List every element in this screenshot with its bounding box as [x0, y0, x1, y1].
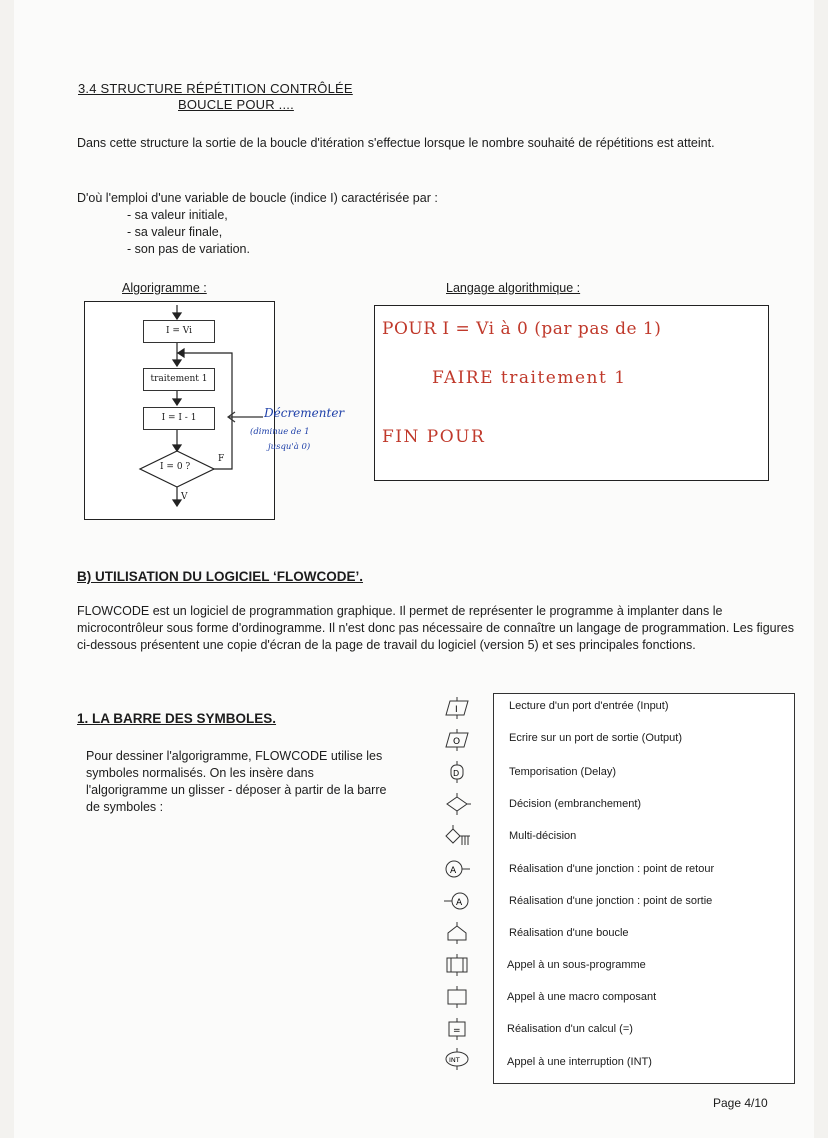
calculation-icon	[443, 1018, 471, 1040]
svg-text:D: D	[453, 769, 460, 778]
algorigramme-label: Algorigramme :	[122, 281, 207, 295]
symbol-label-loop: Réalisation d'une boucle	[509, 927, 629, 939]
false-label: F	[218, 454, 225, 464]
section-title: 3.4 STRUCTURE RÉPÉTITION CONTRÔLÉE	[78, 81, 353, 96]
svg-text:INT: INT	[449, 1056, 460, 1064]
bullet-step: - son pas de variation.	[127, 242, 250, 256]
annotation-diminue: (diminue de 1	[250, 427, 310, 437]
bullet-final: - sa valeur finale,	[127, 225, 223, 239]
symbol-label-macro: Appel à une macro composant	[507, 991, 657, 1003]
true-label: V	[181, 492, 188, 502]
pseudocode-line-faire: FAIRE traitement 1	[432, 368, 627, 388]
decision-icon	[443, 793, 471, 815]
subprogram-icon	[443, 954, 471, 976]
section-b-paragraph: FLOWCODE est un logiciel de programmation graphique. Il permet de représenter le programme à implanter dans le microcontrôleur sous forme d'ordinogramme. Il n'est donc pas nécessaire de connaître un langage de programmation. Les figures ci-dessous présentent une copie d'écran de la page de travail du logiciel (version 5) et ses principales fonctions.	[77, 604, 794, 652]
annotation-jusqua: jusqu'à 0)	[268, 442, 311, 452]
annotation-arrow	[225, 410, 265, 424]
macro-icon	[443, 986, 471, 1008]
langage-label: Langage algorithmique :	[446, 281, 581, 295]
symbol-label-output: Ecrire sur un port de sortie (Output)	[509, 732, 683, 744]
decrement-box: I = I - 1	[143, 407, 215, 430]
interrupt-icon	[443, 1048, 471, 1070]
delay-icon	[443, 761, 471, 783]
bullet-initial: - sa valeur initiale,	[127, 208, 228, 222]
page-number: Page 4/10	[713, 1096, 768, 1110]
junction-exit-icon	[443, 890, 471, 912]
symbol-label-interrupt: Appel à une interruption (INT)	[507, 1056, 652, 1068]
svg-text:A: A	[450, 866, 457, 876]
symbol-label-junction-return: Réalisation d'une jonction : point de retour	[509, 863, 715, 875]
symbol-label-multi-decision: Multi-décision	[509, 830, 577, 842]
annotation-decrement: Décrementer	[264, 406, 345, 420]
paragraph-intro: Dans cette structure la sortie de la boucle d'itération s'effectue lorsque le nombre souhaité de répétitions est atteint.	[77, 136, 715, 150]
multi-decision-icon	[443, 825, 471, 847]
svg-text:O: O	[453, 737, 461, 747]
init-box: I = Vi	[143, 320, 215, 343]
symbol-label-calculation: Réalisation d'un calcul (=)	[507, 1023, 633, 1035]
loop-icon	[443, 922, 471, 944]
junction-return-icon	[443, 858, 471, 880]
pseudocode-line-fin: FIN POUR	[382, 427, 486, 447]
symbol-label-subprogram: Appel à un sous-programme	[507, 959, 646, 971]
section-1-paragraph: Pour dessiner l'algorigramme, FLOWCODE utilise les symboles normalisés. On les insère dans l'algorigramme un glisser - déposer à partir de la barre de symboles :	[86, 749, 387, 814]
pseudocode-line-pour: POUR I = Vi à 0 (par pas de 1)	[382, 319, 662, 339]
section-1-title: 1. LA BARRE DES SYMBOLES.	[77, 711, 277, 726]
input-icon	[443, 697, 471, 719]
symbol-label-decision: Décision (embranchement)	[509, 798, 642, 810]
section-b-title: B) UTILISATION DU LOGICIEL ‘FLOWCODE’.	[77, 569, 363, 584]
svg-text:I: I	[455, 705, 458, 715]
section-subtitle: BOUCLE POUR ....	[178, 97, 294, 112]
symbol-label-input: Lecture d'un port d'entrée (Input)	[509, 700, 669, 712]
symbol-label-junction-exit: Réalisation d'une jonction : point de sortie	[509, 895, 713, 907]
svg-text:A: A	[456, 898, 463, 908]
symbol-label-delay: Temporisation (Delay)	[509, 766, 616, 778]
svg-text:=: =	[453, 1026, 461, 1036]
decision-label: I = 0 ?	[160, 462, 191, 472]
paragraph-variable: D'où l'emploi d'une variable de boucle (indice I) caractérisée par :	[77, 191, 438, 205]
process-box: traitement 1	[143, 368, 215, 391]
output-icon	[443, 729, 471, 751]
